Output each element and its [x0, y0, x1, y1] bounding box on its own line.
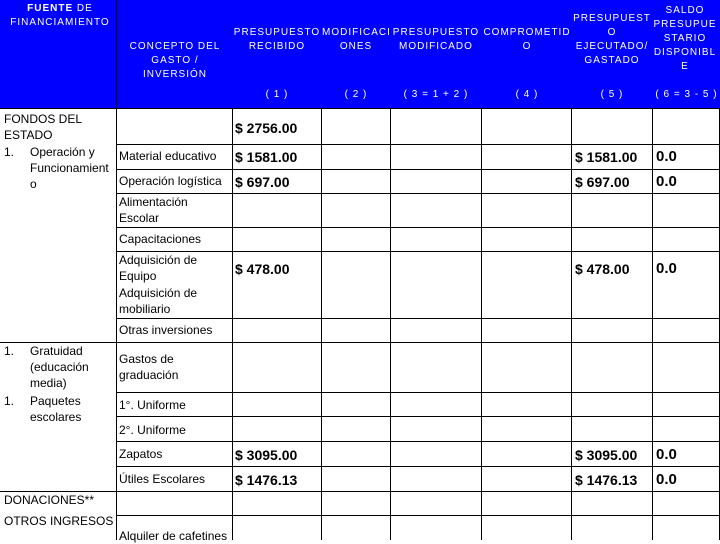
equipo-saldo-value: 0.0 — [656, 260, 677, 277]
presupuesto-recibido-header: PRESUPUESTO RECIBIDO — [233, 27, 321, 52]
concept-alquiler-cafetines: Alquiler de cafetines — [119, 529, 228, 543]
utiles-ejecutado-value: $ 1476.13 — [575, 472, 638, 488]
gratuidad-label: Gratuidad (educación media) — [30, 344, 89, 390]
donaciones-label: DONACIONES** — [4, 493, 95, 507]
fuente-rest: DE — [73, 3, 93, 14]
utiles-saldo-value: 0.0 — [656, 471, 677, 488]
material-recibido-value: $ 1581.00 — [235, 149, 298, 165]
saldo-header: SALDO PRESUPUE STARIO DISPONIBL E — [653, 5, 717, 72]
concept-material-educativo: Material educativo — [119, 149, 217, 163]
col-num-2: ( 2 ) — [344, 89, 368, 100]
concept-operacion-logistica: Operación logística — [119, 174, 222, 188]
concept-uniforme-2: 2°. Uniforme — [119, 423, 186, 437]
concept-alimentacion-escolar: Alimentación Escolar — [119, 195, 188, 225]
total-fondos-value: $ 2756.00 — [235, 120, 298, 136]
operacion-funcionamiento-label: Operación y Funcionamient o — [30, 145, 109, 191]
col-num-3: ( 3 = 1 + 2 ) — [403, 89, 469, 100]
concept-otras-inversiones: Otras inversiones — [119, 323, 213, 337]
zapatos-ejecutado-value: $ 3095.00 — [575, 447, 638, 463]
material-ejecutado-value: $ 1581.00 — [575, 149, 638, 165]
concept-adquisicion-equipo: Adquisición de Equipo — [119, 253, 198, 283]
table-header — [0, 0, 720, 108]
fuente-header — [10, 2, 110, 30]
modificaciones-header: MODIFICACI ONES — [322, 27, 391, 52]
col-num-4: ( 4 ) — [515, 89, 539, 100]
paquetes-escolares-label: Paquetes escolares — [30, 394, 82, 424]
logistica-saldo-value: 0.0 — [656, 173, 677, 190]
item2-number: 1. — [4, 344, 15, 358]
financiamiento-header: FINANCIAMIENTO — [10, 17, 110, 28]
concept-adquisicion-mobiliario: Adquisición de mobiliario — [119, 286, 198, 316]
fuente-bold: FUENTE — [27, 3, 74, 14]
equipo-ejecutado-value: $ 478.00 — [575, 261, 630, 277]
fondos-del-estado-label: FONDOS DEL ESTADO — [4, 112, 82, 142]
otros-ingresos-label: OTROS INGRESOS — [4, 514, 114, 528]
zapatos-recibido-value: $ 3095.00 — [235, 447, 298, 463]
col-num-5: ( 5 ) — [600, 89, 624, 100]
concept-capacitaciones: Capacitaciones — [119, 232, 202, 246]
concept-utiles-escolares: Útiles Escolares — [119, 472, 206, 486]
presupuesto-ejecutado-header: PRESUPUEST O EJECUTADO/ GASTADO — [573, 13, 651, 66]
equipo-recibido-value: $ 478.00 — [235, 261, 290, 277]
presupuesto-modificado-header: PRESUPUESTO MODIFICADO — [392, 27, 480, 52]
concept-zapatos: Zapatos — [119, 447, 163, 461]
item1-number: 1. — [4, 145, 15, 159]
col-num-6: ( 6 = 3 - 5 ) — [655, 89, 718, 100]
col-num-1: ( 1 ) — [265, 89, 289, 100]
zapatos-saldo-value: 0.0 — [656, 446, 677, 463]
utiles-recibido-value: $ 1476.13 — [235, 472, 298, 488]
concept-uniforme-1: 1°. Uniforme — [119, 398, 186, 412]
logistica-recibido-value: $ 697.00 — [235, 174, 290, 190]
item3-number: 1. — [4, 394, 15, 408]
comprometido-header: COMPROMETID O — [483, 27, 571, 52]
concept-gastos-graduacion: Gastos de graduación — [119, 352, 179, 382]
material-saldo-value: 0.0 — [656, 148, 677, 165]
logistica-ejecutado-value: $ 697.00 — [575, 174, 630, 190]
concepto-header: CONCEPTO DEL GASTO / INVERSIÓN — [129, 41, 221, 80]
